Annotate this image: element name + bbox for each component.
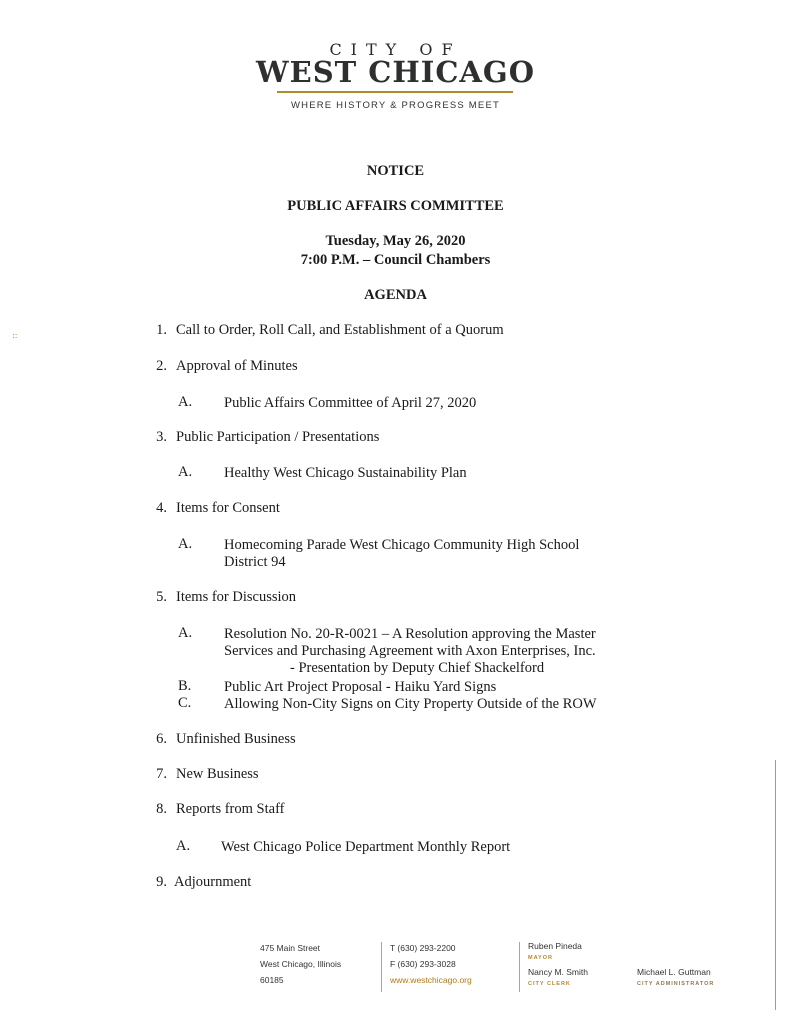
agenda-item: Items for Discussion: [176, 589, 297, 605]
agenda-item: Adjournment: [174, 874, 252, 890]
clerk-name: Nancy M. Smith: [528, 967, 588, 977]
footer-contact: [390, 940, 472, 988]
footer-clerk: [528, 966, 588, 990]
mayor-title: MAYOR: [528, 955, 553, 961]
fax-number: F (630) 293-3028: [390, 959, 456, 969]
tagline: WHERE HISTORY & PROGRESS MEET: [290, 100, 500, 111]
item-number: 1.: [156, 322, 167, 338]
agenda-item: New Business: [176, 766, 259, 782]
notice-heading: NOTICE: [366, 163, 425, 179]
footer-mayor: [528, 940, 582, 964]
footer-administrator: [637, 966, 714, 990]
address-zip: 60185: [260, 975, 284, 985]
subitem-text-line2: District 94: [224, 554, 286, 570]
footer-address: [260, 940, 341, 988]
agenda-item: Reports from Staff: [176, 801, 285, 817]
logo-city-of: CITY OF: [329, 40, 462, 59]
item-number: 5.: [156, 589, 167, 605]
subitem-text-line2: Services and Purchasing Agreement with Axon Enterprises, Inc.: [224, 643, 596, 659]
subitem-letter: A.: [178, 625, 193, 641]
agenda-item: Items for Consent: [176, 500, 280, 516]
item-number: 4.: [156, 500, 167, 516]
subitem-text-line3: - Presentation by Deputy Chief Shackelford: [290, 660, 545, 676]
subitem-letter: A.: [178, 536, 193, 552]
agenda-item: Approval of Minutes: [176, 358, 298, 374]
agenda-item: Call to Order, Roll Call, and Establishment of a Quorum: [176, 322, 504, 338]
item-number: 9.: [156, 874, 167, 890]
subitem-letter: A.: [178, 464, 193, 480]
administrator-title: CITY ADMINISTRATOR: [637, 981, 715, 987]
agenda-item: Public Participation / Presentations: [176, 429, 380, 445]
subitem-text: Healthy West Chicago Sustainability Plan: [224, 465, 467, 481]
meeting-time-place: 7:00 P.M. – Council Chambers: [300, 252, 491, 268]
subitem-letter: A.: [178, 394, 193, 410]
agenda-heading: AGENDA: [364, 287, 427, 303]
subitem-text-line1: Homecoming Parade West Chicago Community High School: [224, 537, 580, 553]
subitem-text-line1: Resolution No. 20-R-0021 – A Resolution approving the Master: [224, 626, 596, 642]
item-number: 7.: [156, 766, 167, 782]
subitem-text: Public Affairs Committee of April 27, 2020: [224, 395, 477, 411]
website-link[interactable]: www.westchicago.org: [390, 975, 472, 985]
subitem-text: Public Art Project Proposal - Haiku Yard Signs: [224, 679, 497, 695]
subitem-letter: C.: [178, 695, 192, 711]
committee-heading: PUBLIC AFFAIRS COMMITTEE: [287, 198, 504, 214]
meeting-date: Tuesday, May 26, 2020: [325, 233, 466, 249]
logo-underline: [277, 91, 513, 93]
item-number: 6.: [156, 731, 167, 747]
address-city: West Chicago, Illinois: [260, 959, 342, 969]
subitem-letter: B.: [178, 678, 192, 694]
subitem-letter: A.: [176, 838, 191, 854]
item-number: 3.: [156, 429, 167, 445]
agenda-item: Unfinished Business: [176, 731, 296, 747]
item-number: 8.: [156, 801, 167, 817]
subitem-text: Allowing Non-City Signs on City Property Outside of the ROW: [224, 696, 597, 712]
logo-city-name: WEST CHICAGO: [256, 55, 535, 89]
mayor-name: Ruben Pineda: [528, 941, 582, 951]
clerk-title: CITY CLERK: [528, 981, 571, 987]
administrator-name: Michael L. Guttman: [637, 967, 711, 977]
footer-divider: [519, 942, 520, 992]
footer-divider: [381, 942, 382, 992]
phone-number: T (630) 293-2200: [390, 943, 456, 953]
address-street: 475 Main Street: [260, 943, 321, 953]
item-number: 2.: [156, 358, 167, 374]
scan-edge-line: [775, 760, 776, 1010]
scan-mark: ::: [12, 331, 18, 340]
subitem-text: West Chicago Police Department Monthly Report: [221, 839, 511, 855]
